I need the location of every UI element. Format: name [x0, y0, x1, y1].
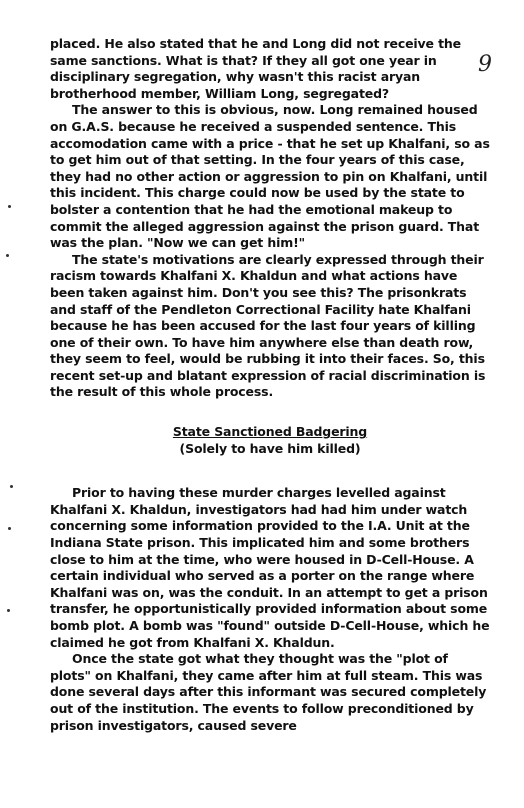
- page-number: 9: [478, 52, 492, 77]
- paragraph: Prior to having these murder charges levelled against Khalfani X. Khaldun, investigators had had him under watch concerning some information provided to the I.A. Unit at the Indiana State prison. This implicated him and some brothers close to him at the time, who were housed in D-Cell-House. A certain individual who served as a porter on the range where Khalfani was on, was the conduit. In an attempt to get a prison transfer, he opportunistically provided information about some bomb plot. A bomb was "found" outside D-Cell-House, which he claimed he got from Khalfani X. Khaldun.: [50, 485, 490, 650]
- paragraph: The state's motivations are clearly expressed through their racism towards Khalfani X. Khaldun and what actions have been taken against him. Don't you see this? The prisonkrats and staff of the Pendleton Correctional Facility hate Khalfani because he has been accused for the last four years of killing one of their own. To have him anywhere else than death row, they seem to feel, would be rubbing it into their faces. So, this recent set-up and blatant expression of racial discrimination is the result of this whole process.: [50, 251, 486, 400]
- spacer: [50, 457, 490, 485]
- scan-speck: [10, 485, 13, 488]
- scan-speck: [7, 609, 10, 612]
- paragraph: Once the state got what they thought was the "plot of plots" on Khalfani, they came after him at full steam. This was done several days after this informant was secured completely out of the institution. The events to follow preconditioned by prison investigators, caused severe: [50, 651, 487, 733]
- scan-speck: [8, 527, 11, 530]
- section-title: State Sanctioned Badgering: [172, 424, 368, 440]
- scan-speck: [6, 254, 9, 257]
- section-subtitle: (Solely to have him killed): [179, 440, 361, 456]
- document-body: [50, 36, 490, 734]
- paragraph: placed. He also stated that he and Long did not receive the same sanctions. What is that? If they all got one year in disciplinary segregation, why wasn't this racist aryan brotherhood member, William Long, segregated?: [50, 36, 461, 101]
- scan-speck: [8, 205, 11, 208]
- paragraph: The answer to this is obvious, now. Long remained housed on G.A.S. because he received a suspended sentence. This accomodation came with a price - that he set up Khalfani, so as to get him out of that setting. In the four years of this case, they had no other action or aggression to pin on Khalfani, until this incident. This charge could now be used by the state to bolster a contention that he had the emotional makeup to commit the alleged aggression against the prison guard. That was the plan. "Now we can get him!": [50, 102, 490, 251]
